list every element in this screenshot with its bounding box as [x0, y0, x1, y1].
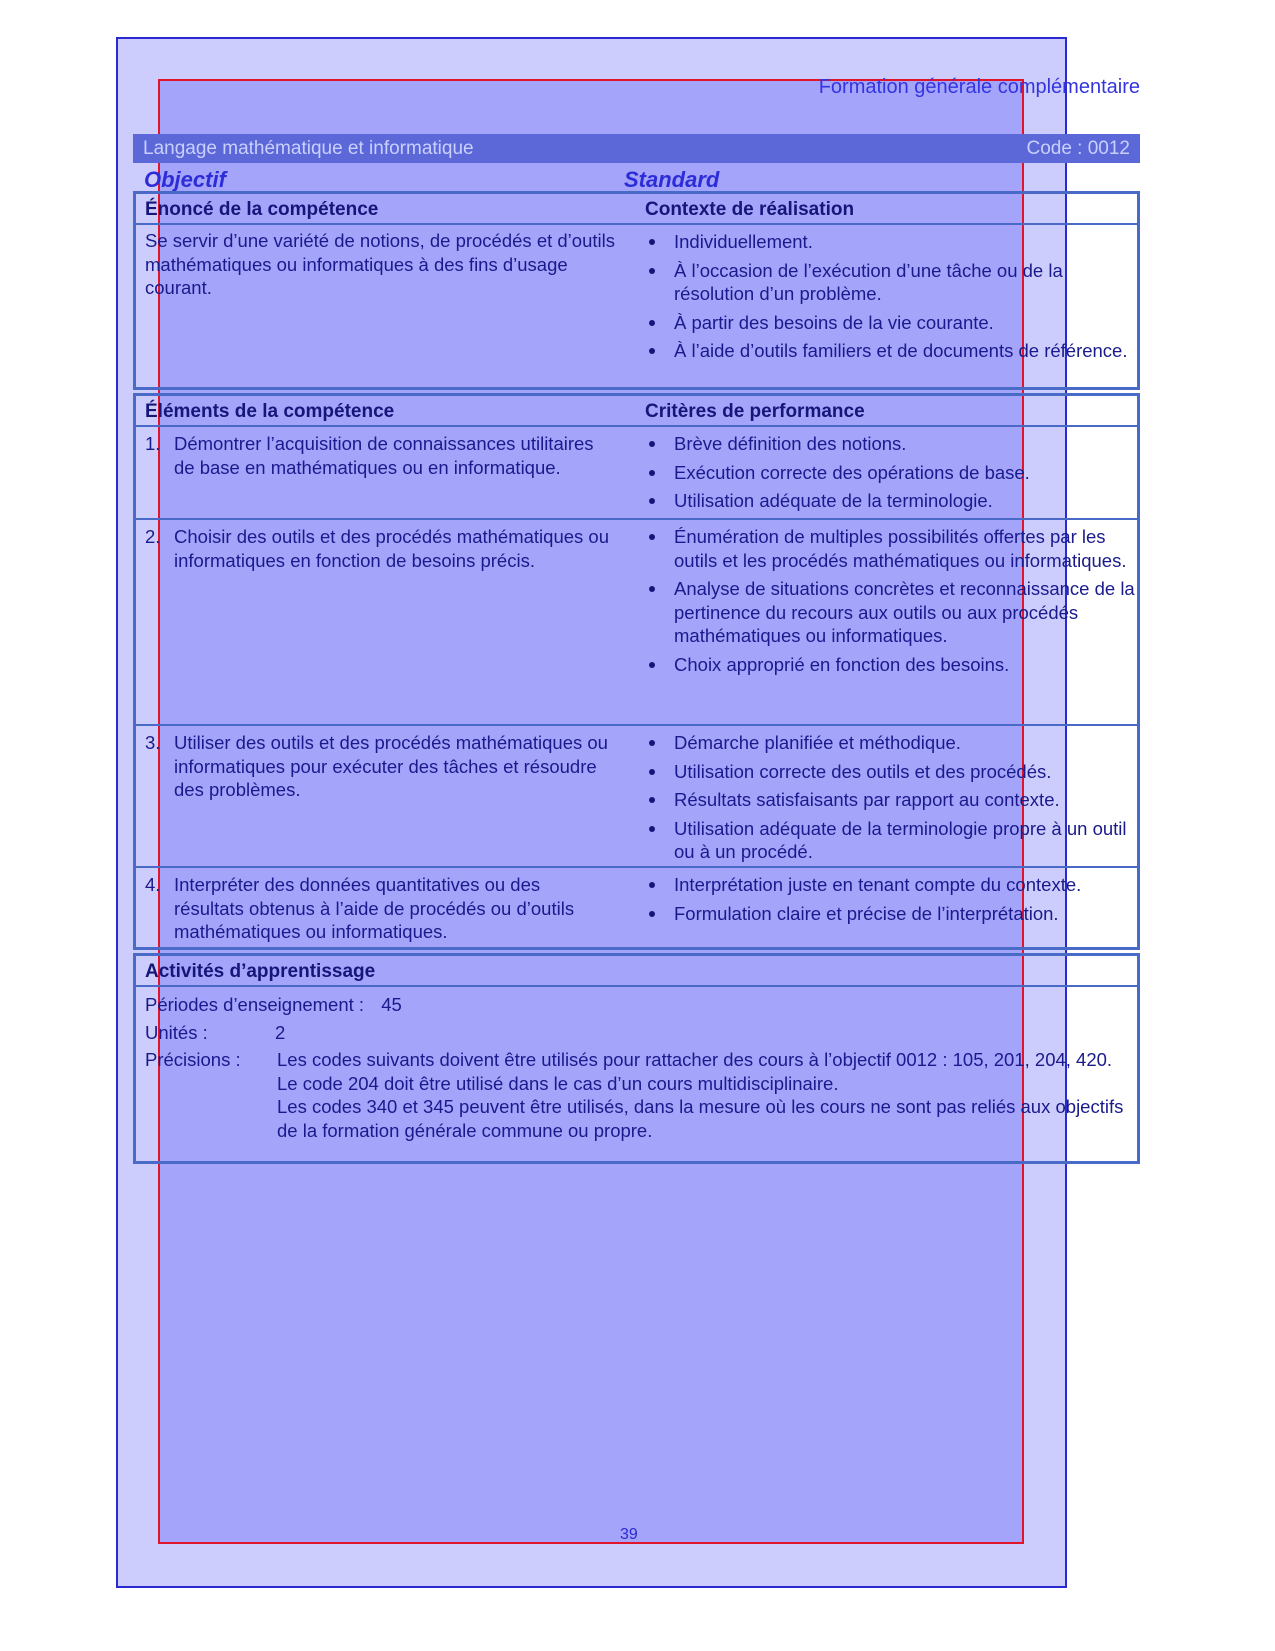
- elements-header: [136, 396, 1137, 427]
- element-row: [136, 726, 1137, 868]
- criterion-item: Utilisation adéquate de la terminologie.: [645, 489, 1135, 513]
- contexte-item: À l’occasion de l’exécution d’une tâche ou de la résolution d’un problème.: [645, 259, 1135, 306]
- competence-row: [136, 225, 1137, 387]
- subject-title: Langage mathématique et informatique: [143, 137, 474, 159]
- criterion-item: Démarche planifiée et méthodique.: [645, 731, 1135, 755]
- precision-item: Les codes suivants doivent être utilisés pour rattacher des cours à l’objectif 0012 : 105, 201, 204, 420.: [277, 1049, 1113, 1070]
- element-text: Utiliser des outils et des procédés mathématiques ou informatiques pour exécuter des tâches et résoudre des problèmes.: [174, 732, 608, 800]
- objective-code: Code : 0012: [1026, 137, 1130, 159]
- criteres-heading: Critères de performance: [645, 401, 865, 422]
- activites-box: [133, 953, 1140, 1164]
- element-text: Démontrer l’acquisition de connaissances utilitaires de base en mathématiques ou en informatique.: [174, 433, 594, 478]
- activites-header: [136, 956, 1137, 987]
- elements-box: [133, 393, 1140, 950]
- criteria-list: [645, 873, 1135, 930]
- enonce-heading: Énoncé de la compétence: [145, 199, 379, 220]
- contexte-item: À partir des besoins de la vie courante.: [645, 311, 1135, 335]
- criteria-list: [645, 525, 1135, 681]
- element-number: 4.: [145, 874, 161, 895]
- criterion-item: Exécution correcte des opérations de base.: [645, 461, 1135, 485]
- precisions-label: Précisions :: [145, 1049, 241, 1070]
- criterion-item: Résultats satisfaisants par rapport au contexte.: [645, 788, 1135, 812]
- criterion-item: Utilisation correcte des outils et des procédés.: [645, 760, 1135, 784]
- subject-band: [133, 134, 1140, 163]
- criterion-item: Utilisation adéquate de la terminologie propre à un outil ou à un procédé.: [645, 817, 1135, 864]
- periodes-value: 45: [381, 994, 402, 1015]
- enonce-text: Se servir d’une variété de notions, de procédés et d’outils mathématiques ou informatiques à des fins d’usage courant.: [145, 230, 615, 298]
- criterion-item: Énumération de multiples possibilités offertes par les outils et les procédés mathématiques ou informatiques.: [645, 525, 1135, 572]
- unites-label: Unités :: [145, 1022, 208, 1043]
- activites-heading: Activités d’apprentissage: [145, 961, 376, 982]
- precision-item: Le code 204 doit être utilisé dans le cas d’un cours multidisciplinaire.: [277, 1072, 839, 1094]
- periodes-label: Périodes d’enseignement :: [145, 994, 365, 1015]
- criterion-item: Interprétation juste en tenant compte du contexte.: [645, 873, 1135, 897]
- page-number: 39: [620, 1526, 638, 1543]
- program-title: Formation générale complémentaire: [818, 76, 1140, 98]
- criterion-item: Analyse de situations concrètes et reconnaissance de la pertinence du recours aux outils ou aux procédés mathématiques ou informatiques.: [645, 577, 1135, 648]
- contexte-item: À l’aide d’outils familiers et de documents de référence.: [645, 339, 1135, 363]
- element-row: [136, 427, 1137, 520]
- criterion-item: Formulation claire et précise de l’interprétation.: [645, 902, 1135, 926]
- precision-item: Les codes 340 et 345 peuvent être utilisés, dans la mesure où les cours ne sont pas reliés aux objectifs de la formation générale commune ou propre.: [277, 1096, 1124, 1141]
- element-row: [136, 520, 1137, 726]
- standard-label: Standard: [624, 167, 720, 192]
- periodes-line: [145, 993, 402, 1017]
- objectif-label: Objectif: [144, 167, 226, 192]
- contexte-heading: Contexte de réalisation: [645, 199, 855, 220]
- competence-header: [136, 194, 1137, 225]
- criterion-item: Choix approprié en fonction des besoins.: [645, 653, 1135, 677]
- competence-box: [133, 191, 1140, 390]
- element-number: 2.: [145, 526, 161, 547]
- element-row: [136, 868, 1137, 950]
- elements-heading: Éléments de la compétence: [145, 401, 395, 422]
- element-number: 1.: [145, 433, 161, 454]
- criterion-item: Brève définition des notions.: [645, 432, 1135, 456]
- precisions-list: [277, 1048, 1127, 1142]
- unites-value: 2: [275, 1022, 286, 1043]
- element-number: 3.: [145, 732, 161, 753]
- element-text: Interpréter des données quantitatives ou des résultats obtenus à l’aide de procédés ou d’outils mathématiques ou informatiques.: [174, 874, 575, 942]
- contexte-item: Individuellement.: [645, 230, 1135, 254]
- element-text: Choisir des outils et des procédés mathématiques ou informatiques en fonction de besoins précis.: [174, 526, 609, 571]
- criteria-list: [645, 731, 1135, 869]
- unites-line: [145, 1021, 285, 1045]
- criteria-list: [645, 432, 1135, 518]
- contexte-list: [645, 230, 1135, 368]
